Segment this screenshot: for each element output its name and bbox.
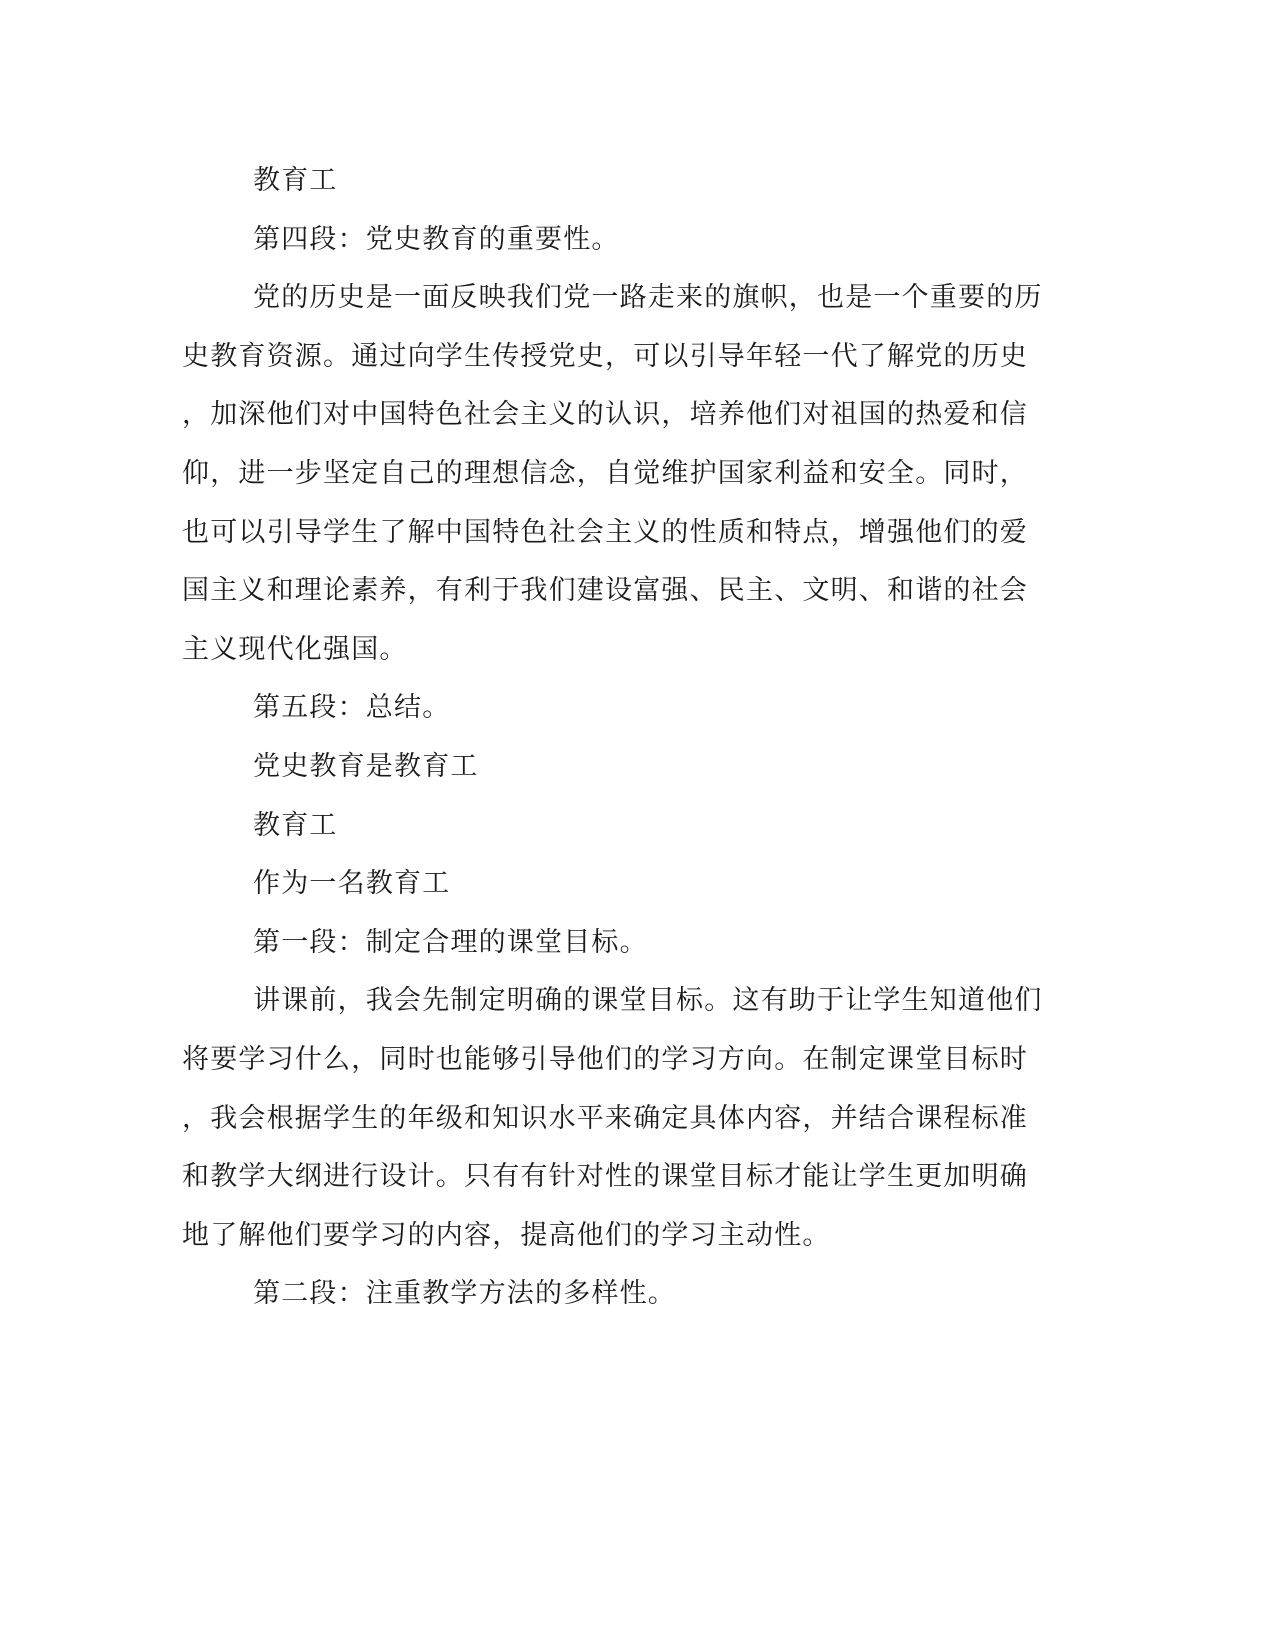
paragraph-line: 仰，进一步坚定自己的理想信念，自觉维护国家利益和安全。同时， bbox=[182, 457, 1028, 489]
paragraph-line: ，加深他们对中国特色社会主义的认识，培养他们对祖国的热爱和信 bbox=[182, 399, 1028, 431]
paragraph-line: 地了解他们要学习的内容，提高他们的学习主动性。 bbox=[182, 1219, 831, 1251]
text-line: 作为一名教育工 bbox=[253, 868, 451, 900]
paragraph-line: 也可以引导学生了解中国特色社会主义的性质和特点，增强他们的爱 bbox=[182, 516, 1028, 548]
paragraph-line: 党的历史是一面反映我们党一路走来的旗帜，也是一个重要的历 bbox=[253, 282, 1043, 314]
section-heading: 第四段：党史教育的重要性。 bbox=[253, 223, 620, 255]
paragraph-line: 和教学大纲进行设计。只有有针对性的课堂目标才能让学生更加明确 bbox=[182, 1161, 1028, 1193]
paragraph-line: 史教育资源。通过向学生传授党史，可以引导年轻一代了解党的历史 bbox=[182, 340, 1028, 372]
paragraph-line: 讲课前，我会先制定明确的课堂目标。这有助于让学生知道他们 bbox=[253, 985, 1043, 1017]
document-body bbox=[182, 159, 1042, 1331]
section-heading: 第二段：注重教学方法的多样性。 bbox=[253, 1278, 676, 1310]
paragraph-line: 国主义和理论素养，有利于我们建设富强、民主、文明、和谐的社会 bbox=[182, 575, 1028, 607]
paragraph-line: 将要学习什么，同时也能够引导他们的学习方向。在制定课堂目标时 bbox=[182, 1043, 1028, 1075]
paragraph-line: 主义现代化强国。 bbox=[182, 633, 408, 665]
paragraph-line: ，我会根据学生的年级和知识水平来确定具体内容，并结合课程标准 bbox=[182, 1102, 1028, 1134]
text-line: 教育工 bbox=[253, 165, 338, 196]
text-line: 党史教育是教育工 bbox=[253, 750, 479, 782]
section-heading: 第五段：总结。 bbox=[253, 692, 451, 724]
section-heading: 第一段：制定合理的课堂目标。 bbox=[253, 926, 648, 958]
text-line: 教育工 bbox=[253, 809, 338, 841]
